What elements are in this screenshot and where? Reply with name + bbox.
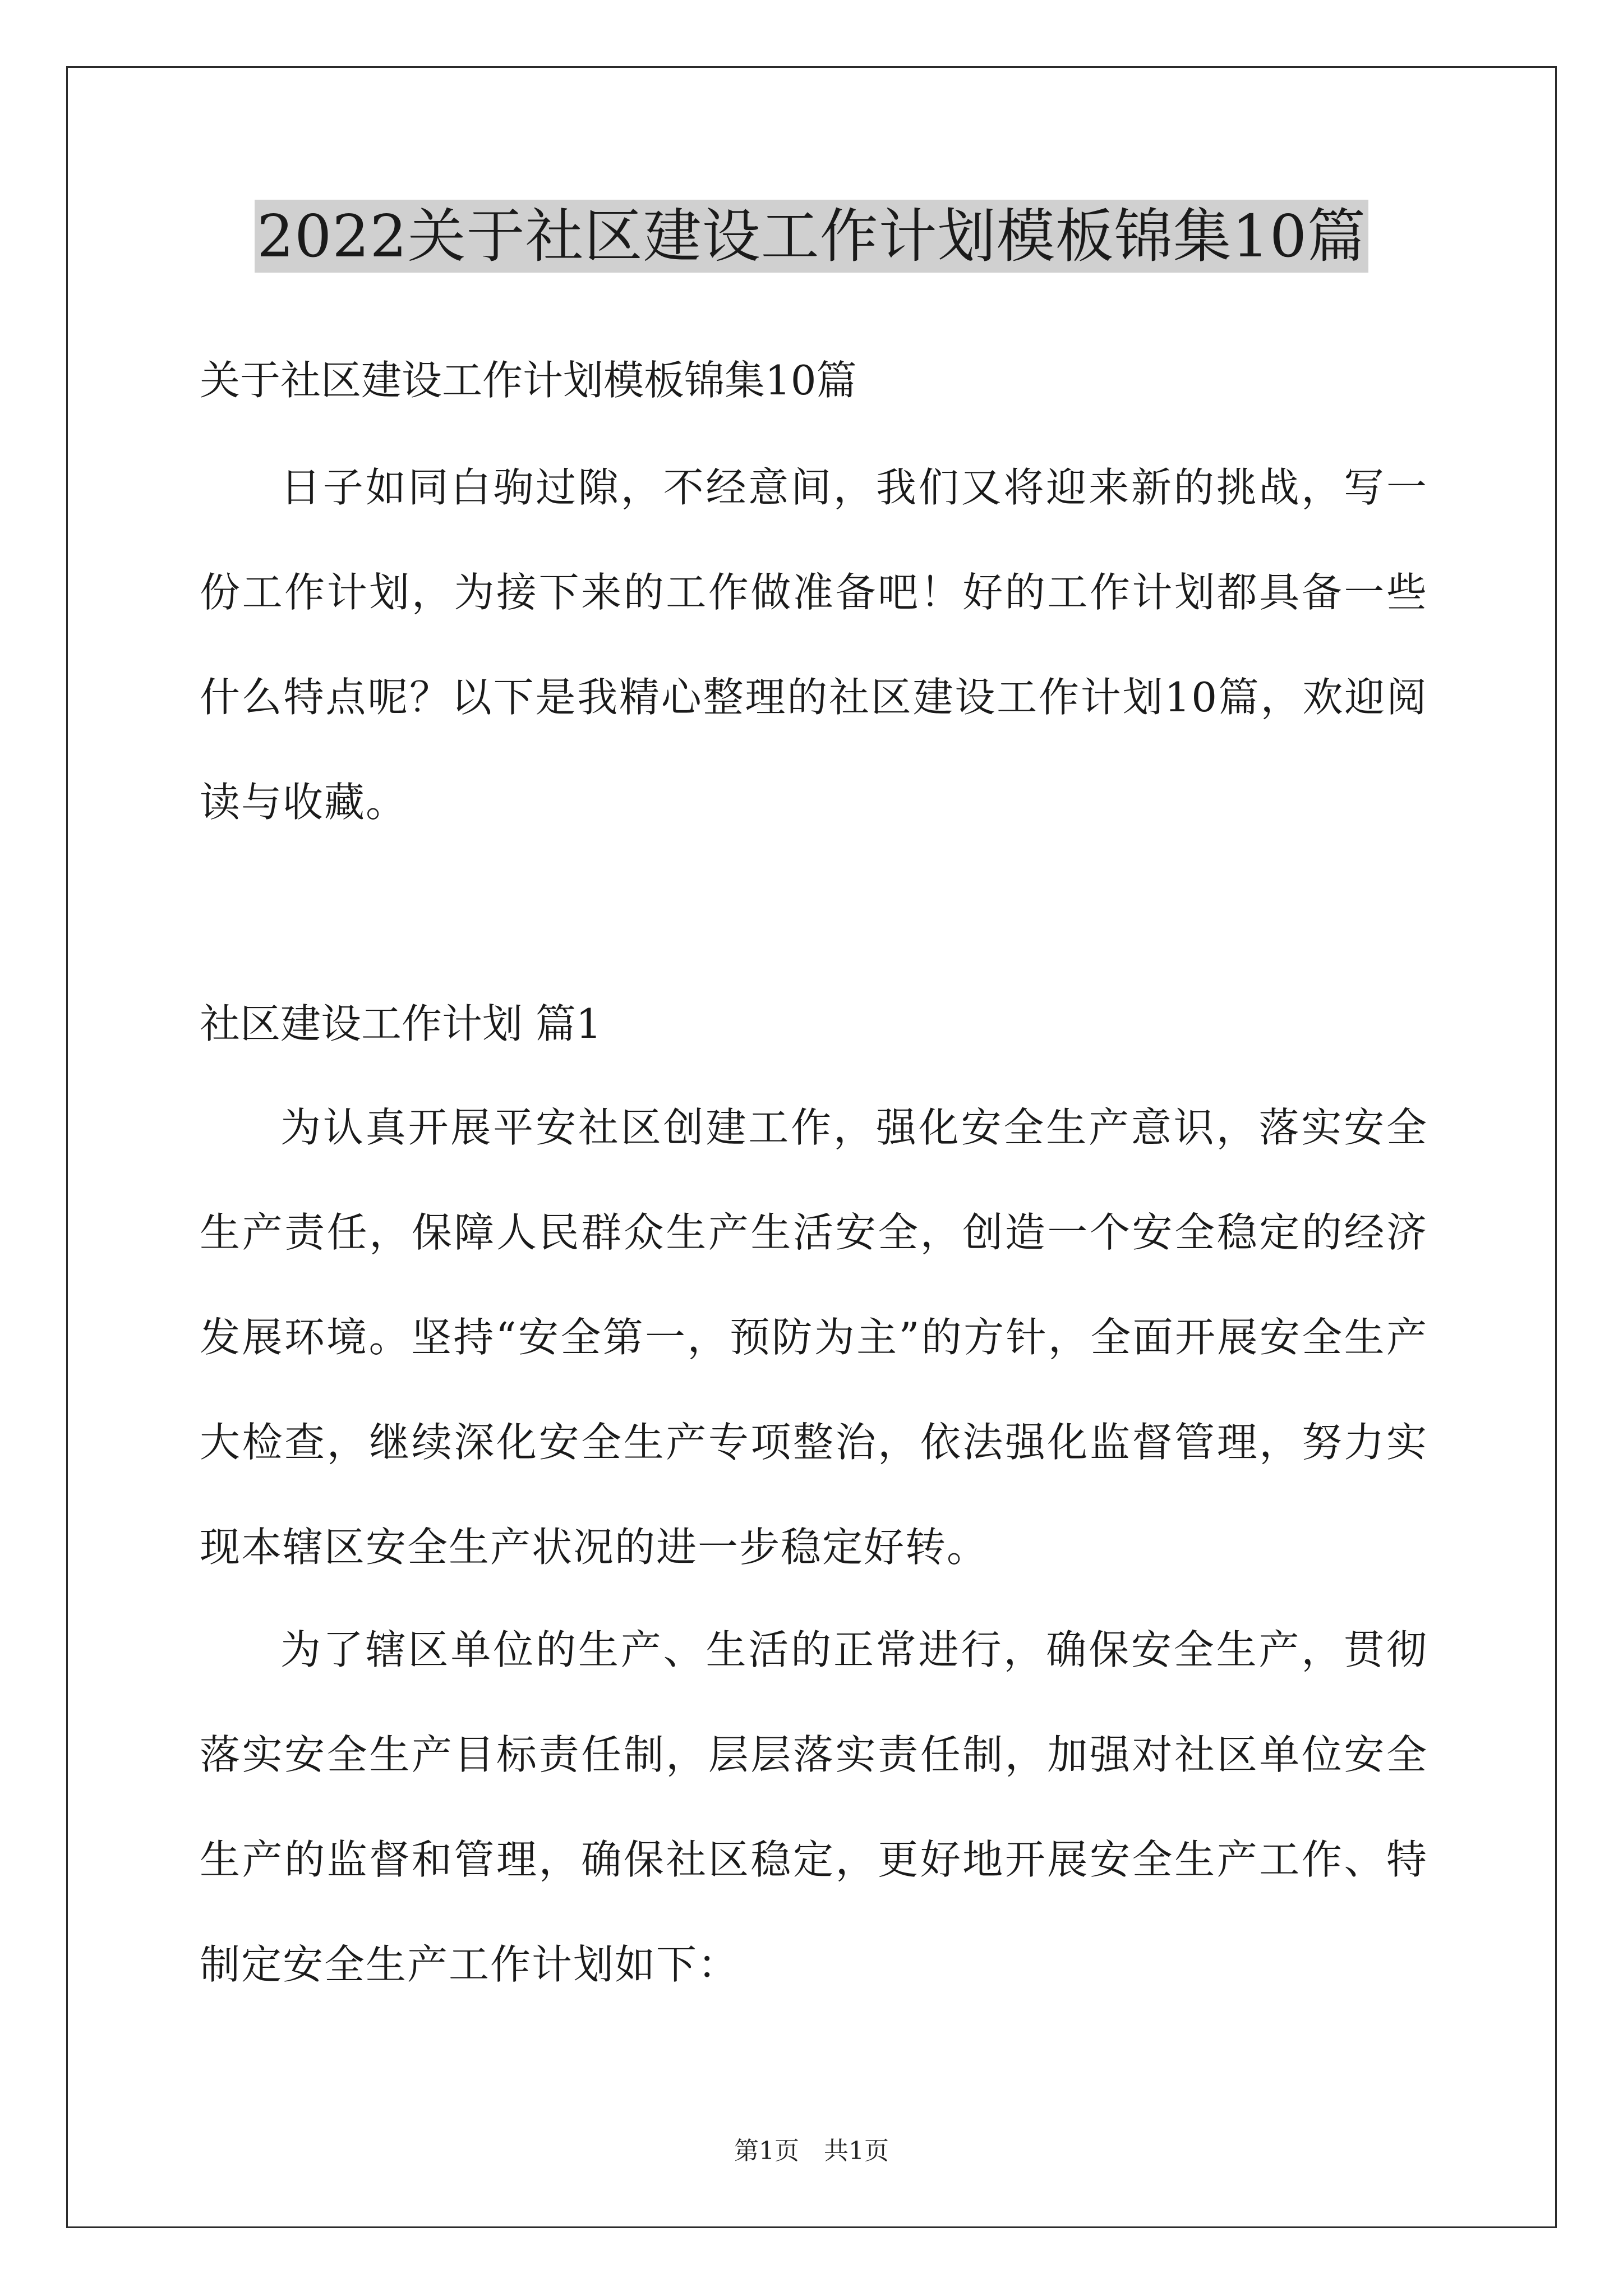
document-title <box>0 200 1623 273</box>
document-title-text: 2022关于社区建设工作计划模板锦集10篇 <box>255 200 1368 273</box>
body-paragraph-2: 为了辖区单位的生产、生活的正常进行，确保安全生产，贯彻落实安全生产目标责任制，层层落实责任制，加强对社区单位安全生产的监督和管理，确保社区稳定，更好地开展安全生产工作、特制定安全生产工作计划如下： <box>200 1626 1428 1988</box>
document-subtitle: 关于社区建设工作计划模板锦集10篇 <box>200 357 857 404</box>
intro-paragraph: 日子如同白驹过隙，不经意间，我们又将迎来新的挑战，写一份工作计划，为接下来的工作做准备吧！好的工作计划都具备一些什么特点呢？以下是我精心整理的社区建设工作计划10篇，欢迎阅读与收藏。 <box>200 464 1428 826</box>
page-number-footer: 第1页 共1页 <box>734 2137 889 2165</box>
section-heading: 社区建设工作计划 篇1 <box>200 1000 602 1047</box>
body-paragraph-1: 为认真开展平安社区创建工作，强化安全生产意识，落实安全生产责任，保障人民群众生产生活安全，创造一个安全稳定的经济发展环境。坚持“安全第一，预防为主”的方针，全面开展安全生产大检查，继续深化安全生产专项整治，依法强化监督管理，努力实现本辖区安全生产状况的进一步稳定好转。 <box>200 1104 1428 1571</box>
